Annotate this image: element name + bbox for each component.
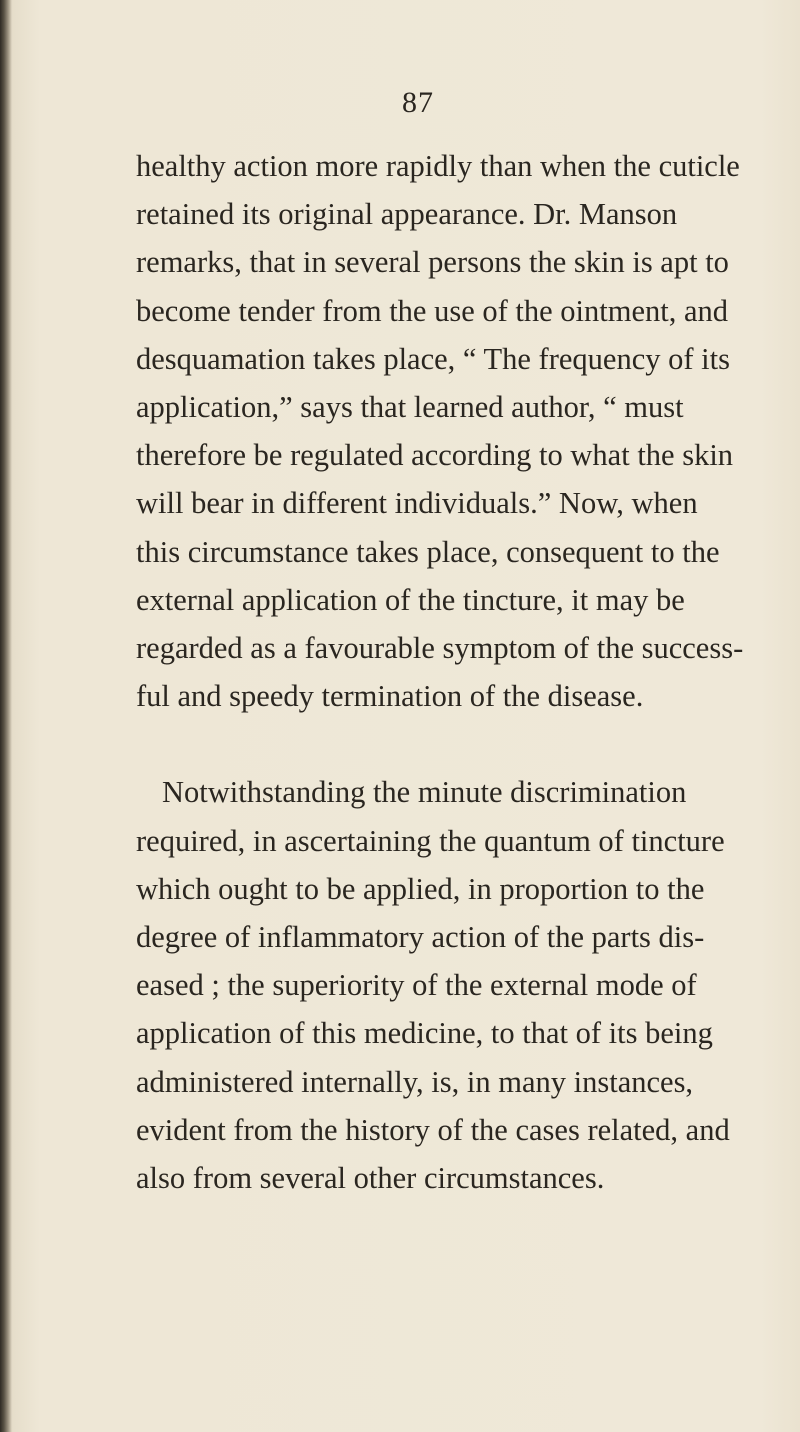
text-line: evident from the history of the cases related, and: [136, 1112, 730, 1147]
text-line: ful and speedy termination of the disease.: [136, 679, 644, 714]
text-line: healthy action more rapidly than when the cuticle: [136, 149, 740, 183]
text-line: degree of inflammatory action of the parts dis-: [136, 920, 705, 955]
text-line: this circumstance takes place, consequent to the: [136, 534, 720, 569]
text-line: also from several other circumstances.: [136, 1161, 605, 1196]
text-line: retained its original appearance. Dr. Manson: [136, 197, 678, 232]
paragraph-gap: [136, 720, 656, 768]
page-number: 87: [402, 86, 434, 119]
text-line: eased ; the superiority of the external mode of: [136, 968, 697, 1003]
text-line: application of this medicine, to that of its being: [136, 1016, 713, 1051]
paragraph-2: [136, 768, 730, 1202]
text-line: Notwithstanding the minute discrimination: [162, 775, 687, 810]
text-line: therefore be regulated according to what the skin: [136, 438, 734, 473]
text-line: required, in ascertaining the quantum of tincture: [136, 823, 725, 858]
text-line: external application of the tincture, it may be: [136, 582, 685, 617]
text-line: which ought to be applied, in proportion to the: [136, 871, 705, 906]
text-line: remarks, that in several persons the skin is apt to: [136, 245, 729, 280]
paragraph-1: [136, 142, 744, 720]
text-line: regarded as a favourable symptom of the success-: [136, 631, 744, 666]
text-line: administered internally, is, in many instances,: [136, 1064, 694, 1099]
body-text: [136, 142, 744, 1202]
text-line: will bear in different individuals.” Now, when: [136, 486, 698, 521]
text-line: become tender from the use of the ointment, and: [136, 293, 729, 328]
page-binding-edge: [0, 0, 12, 1432]
text-line: application,” says that learned author, “ must: [136, 390, 684, 425]
text-line: desquamation takes place, “ The frequency of its: [136, 341, 730, 376]
